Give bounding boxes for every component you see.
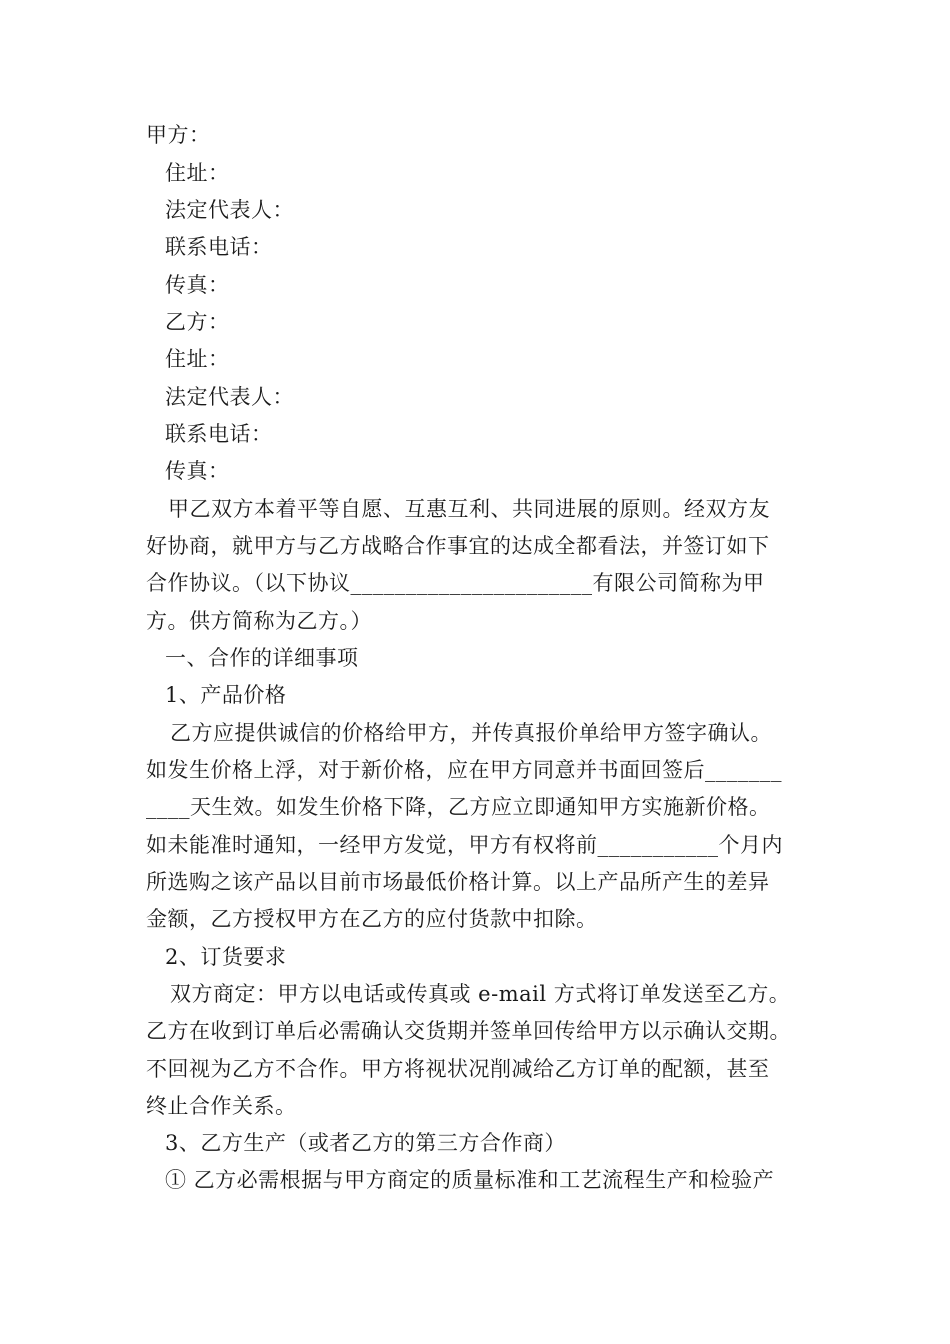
- party-b-fax: 传真：: [165, 459, 230, 483]
- item-3-sub-1: ① 乙方必需根据与甲方商定的质量标准和工艺流程生产和检验产: [165, 1168, 775, 1192]
- party-b-address: 住址：: [165, 347, 230, 371]
- item-1-line: 乙方应提供诚信的价格给甲方，并传真报价单给甲方签字确认。: [170, 721, 772, 745]
- item-1-title: 1、产品价格: [165, 683, 287, 707]
- intro-line: 方。供方简称为乙方。）: [146, 609, 372, 633]
- item-2-line: 终止合作关系。: [146, 1094, 297, 1118]
- party-b-phone: 联系电话：: [165, 422, 273, 446]
- party-a-heading: 甲方：: [146, 123, 211, 147]
- intro-line: 好协商，就甲方与乙方战略合作事宜的达成全都看法，并签订如下: [146, 534, 770, 558]
- party-b-legal-rep: 法定代表人：: [165, 385, 294, 409]
- intro-line: 甲乙双方本着平等自愿、互惠互利、共同进展的原则。经双方友: [168, 497, 770, 521]
- item-2-title: 2、订货要求: [165, 945, 287, 969]
- item-1-line: 如未能准时通知，一经甲方发觉，甲方有权将前___________个月内: [146, 833, 783, 857]
- item-3-title: 3、乙方生产（或者乙方的第三方合作商）: [165, 1131, 566, 1155]
- item-1-line: 金额，乙方授权甲方在乙方的应付货款中扣除。: [146, 907, 598, 931]
- item-2-line: 乙方在收到订单后必需确认交货期并签单回传给甲方以示确认交期。: [146, 1019, 791, 1043]
- intro-line: 合作协议。（以下协议______________________有限公司简称为甲: [146, 571, 765, 595]
- item-1-line: 如发生价格上浮，对于新价格，应在甲方同意并书面回签后_______: [146, 758, 782, 782]
- item-1-line: ____天生效。如发生价格下降，乙方应立即通知甲方实施新价格。: [146, 795, 771, 819]
- item-1-line: 所选购之该产品以目前市场最低价格计算。以上产品所产生的差异: [146, 870, 770, 894]
- item-2-line: 双方商定：甲方以电话或传真或 e-mail 方式将订单发送至乙方。: [170, 982, 791, 1006]
- party-a-address: 住址：: [165, 161, 230, 185]
- party-b-heading: 乙方：: [165, 310, 230, 334]
- party-a-fax: 传真：: [165, 273, 230, 297]
- item-2-line: 不回视为乙方不合作。甲方将视状况削减给乙方订单的配额，甚至: [146, 1057, 770, 1081]
- party-a-phone: 联系电话：: [165, 235, 273, 259]
- party-a-legal-rep: 法定代表人：: [165, 198, 294, 222]
- section-1-title: 一、合作的详细事项: [165, 646, 359, 670]
